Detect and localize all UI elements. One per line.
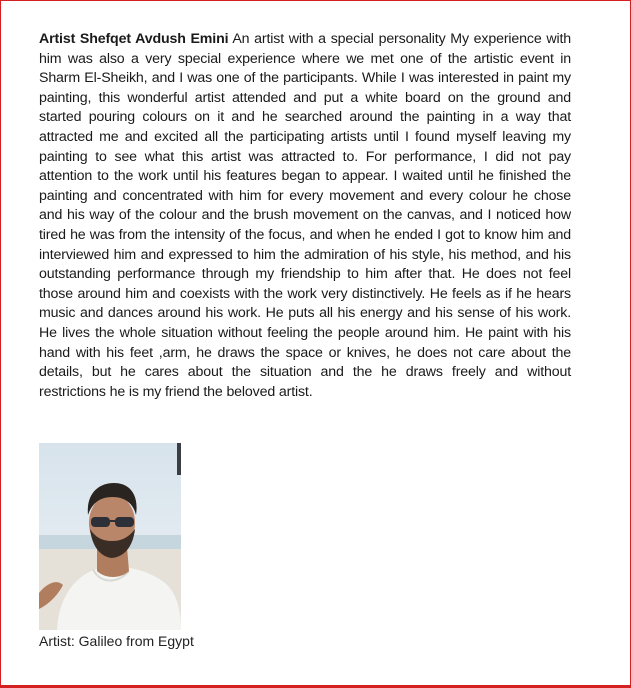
bio-text: An artist with a special personality My experience with him was also a very special experience where we met one of the artistic event in Sharm El-Sheikh, and I was one of the participants. While I was interested in paint my painting, this wonderful artist attended and put a white board on the ground and started pouring colours on it and he searched around the painting in a way that attracted me and excited all the participating artists until I found myself leaving my painting to see what this artist was attracted to. For performance, I did not pay attention to the work until his features began to appear. I waited until he finished the painting and concentrated with him for every movement and every colour he chose and his way of the colour and the brush movement on the canvas, and I noticed how tired he was from the intensity of the focus, and when he ended I got to know him and interviewed him and expressed to him the admiration of his style, his method, and his outstanding performance through my friendship to him after that. He does not feel those around him and coexists with the work very distinctively. He feels as if he hears music and dances around his work. He puts all his energy and his sense of his work. He lives the whole situation without feeling the people around him. He paint with his hand with his feet ,arm, he draws the space or knives, he does not care about the details, but he cares about the situation and the he draws freely and without restrictions he is my friend the beloved artist. <box>39 31 571 400</box>
artist-photo <box>39 443 181 630</box>
document-body <box>39 30 571 402</box>
photo-caption: Artist: Galileo from Egypt <box>39 633 194 649</box>
artist-name: Artist Shefqet Avdush Emini <box>39 31 229 47</box>
bio-paragraph <box>39 30 571 402</box>
